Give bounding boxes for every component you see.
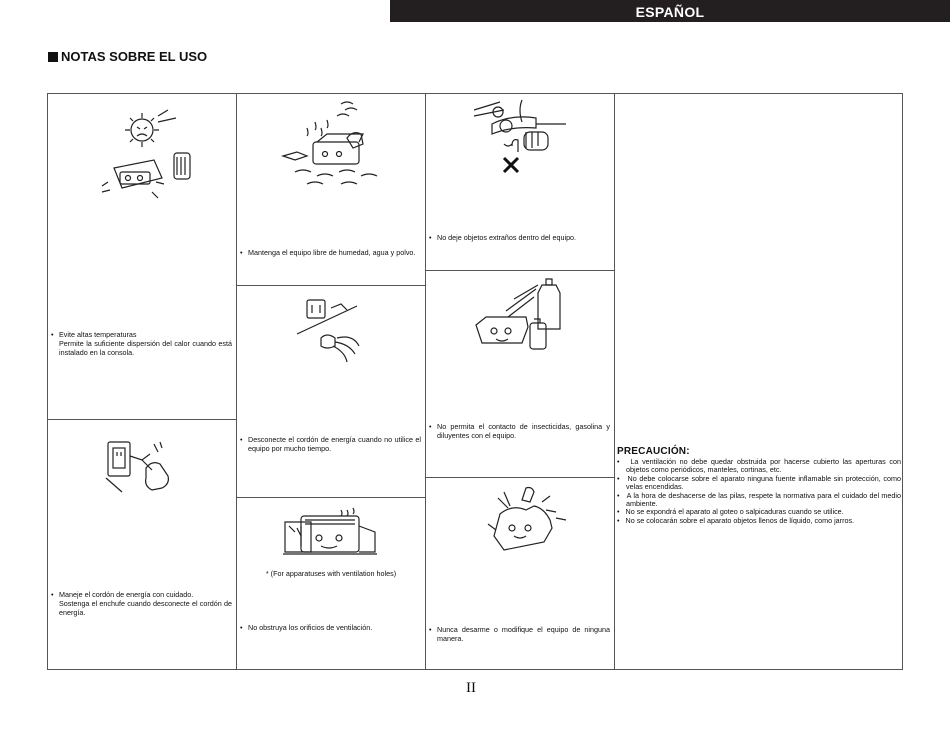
precaution-list	[617, 458, 901, 525]
note-cell-disassemble	[426, 477, 614, 669]
notes-column-1	[48, 94, 237, 669]
note-cell-foreign	[426, 94, 614, 270]
notes-column-2	[237, 94, 426, 669]
note-disassemble-text: Nunca desarme o modifique el equipo de ninguna manera.	[437, 625, 610, 643]
note-unplug-caption: • Desconecte el cordón de energía cuando no utilice el equipo por mucho tiempo.	[240, 435, 421, 453]
precaution-item: • No debe colocarse sobre el aparato ninguna fuente inflamable sin protección, como velas encendidas.	[617, 473, 901, 492]
ventilation-note: * (For apparatuses with ventilation holes)	[265, 569, 397, 578]
unplugged-cord-illustration-icon	[293, 294, 373, 364]
note-chemicals-caption: • No permita el contacto de insecticidas, gasolina y diluyentes con el equipo.	[429, 422, 610, 440]
precaution-item: • La ventilación no debe quedar obstruida por hacerse cubierto las aperturas con objetos como periódicos, manteles, cortinas, etc.	[617, 457, 901, 475]
note-foreign-text: No deje objetos extraños dentro del equipo.	[437, 233, 577, 242]
note-cell-heat	[48, 94, 236, 419]
precaution-block	[617, 446, 901, 525]
note-chemicals-text: No permita el contacto de insecticidas, gasolina y diluyentes con el equipo.	[437, 422, 610, 440]
page-number: II	[466, 680, 476, 696]
note-moisture-text: Mantenga el equipo libre de humedad, agua y polvo.	[248, 248, 416, 257]
ventilation-illustration-icon	[281, 508, 381, 566]
foreign-objects-illustration-icon	[470, 96, 570, 180]
section-title-text: NOTAS SOBRE EL USO	[61, 49, 208, 64]
notes-table	[47, 93, 903, 670]
note-heat-line2: Permite la suficiente dispersión del calor cuando está instalado en la consola.	[59, 339, 232, 357]
note-unplug-text: Desconecte el cordón de energía cuando no utilice el equipo por mucho tiempo.	[248, 435, 421, 453]
disassemble-illustration-icon	[484, 484, 574, 564]
precaution-item: • No se colocarán sobre el aparato objetos llenos de líquido, como jarros.	[617, 515, 855, 525]
precaution-item-text: La ventilación no debe quedar obstruida por hacerse cubierto las aperturas con objetos como periódicos, manteles, cortinas, etc.	[626, 457, 901, 475]
note-power-cord-line2: Sostenga el enchufe cuando desconecte el cordón de energía.	[59, 599, 232, 617]
precaution-title: PRECAUCIÓN:	[617, 446, 690, 457]
notes-column-3	[426, 94, 615, 669]
precaution-item-text: No se colocarán sobre el aparato objetos llenos de líquido, como jarros.	[625, 515, 855, 525]
plug-outlet-illustration-icon	[106, 438, 186, 508]
note-cell-power-cord	[48, 419, 236, 669]
note-moisture-caption: • Mantenga el equipo libre de humedad, agua y polvo.	[240, 248, 416, 257]
precaution-item: • No se expondrá el aparato al goteo o salpicaduras cuando se utilice.	[617, 507, 844, 517]
note-disassemble-caption: • Nunca desarme o modifique el equipo de ninguna manera.	[429, 625, 610, 643]
precaution-item-text: No debe colocarse sobre el aparato ninguna fuente inflamable sin protección, como velas encendidas.	[626, 473, 901, 492]
language-header: ESPAÑOL	[390, 0, 950, 22]
note-heat-line1: Evite altas temperaturas	[59, 330, 137, 339]
spray-chemicals-illustration-icon	[474, 275, 574, 355]
note-cell-unplug	[237, 285, 425, 497]
precaution-item-text: A la hora de deshacerse de las pilas, respete la normativa para el cuidado del medio ambiente.	[626, 490, 901, 509]
note-cell-chemicals	[426, 270, 614, 477]
note-ventilation-caption: • No obstruya los orificios de ventilación.	[240, 623, 373, 632]
note-cell-ventilation	[237, 497, 425, 669]
precaution-item: • A la hora de deshacerse de las pilas, respete la normativa para el cuidado del medio ambiente.	[617, 490, 901, 509]
note-power-cord-caption: • Maneje el cordón de energía con cuidado. Sostenga el enchufe cuando desconecte el cordón de energía.	[51, 590, 232, 617]
square-bullet-icon	[48, 52, 58, 62]
note-power-cord-line1: Maneje el cordón de energía con cuidado.	[59, 590, 194, 599]
precaution-item-text: No se expondrá el aparato al goteo o salpicaduras cuando se utilice.	[625, 507, 844, 517]
note-ventilation-text: No obstruya los orificios de ventilación.	[248, 623, 373, 632]
moisture-illustration-icon	[281, 98, 391, 193]
section-title	[48, 49, 207, 64]
heat-illustration-icon	[96, 108, 196, 208]
note-heat-caption: • Evite altas temperaturas Permite la suficiente dispersión del calor cuando está instalado en la consola.	[51, 330, 232, 357]
note-cell-moisture	[237, 94, 425, 285]
note-foreign-caption: • No deje objetos extraños dentro del equipo.	[429, 233, 577, 242]
